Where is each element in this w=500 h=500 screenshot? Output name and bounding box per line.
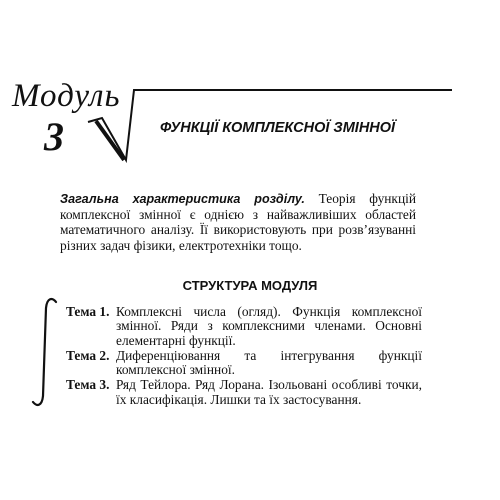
intro-paragraph (60, 191, 416, 253)
topic-item (66, 349, 422, 378)
integral-sign (30, 296, 60, 408)
intro-text: Теорія функцій комплексної змінної є однією з найважливіших областей математичного аналізу. Її використовують при розв’язуванні різних задач фізики, електротехніки тощо. (60, 191, 416, 253)
module-number: 3 (44, 114, 64, 159)
topic-text: Ряд Тейлора. Ряд Лорана. Ізольовані особливі точки, їх класифікація. Лишки та їх застосування. (116, 377, 422, 407)
module-header (0, 0, 500, 170)
topic-text: Диференціювання та інтегрування функції комплексної змінної. (116, 347, 422, 378)
topic-label: Тема 2. (66, 347, 110, 363)
topic-item (66, 378, 422, 407)
module-title: ФУНКЦІЇ КОМПЛЕКСНОЇ ЗМІННОЇ (160, 120, 396, 136)
topic-item (66, 305, 422, 348)
topic-label: Тема 3. (66, 377, 110, 393)
topic-label: Тема 1. (66, 304, 110, 319)
topic-text: Комплексні числа (огляд). Функція комплексної змінної. Ряди з комплексними членами. Основні елементарні функції. (116, 304, 422, 348)
radical-sign (0, 0, 500, 170)
structure-title: СТРУКТУРА МОДУЛЯ (182, 278, 318, 293)
intro-label: Загальна характеристика розділу. (60, 192, 305, 206)
module-word: Модуль (12, 78, 121, 114)
topic-list (66, 305, 422, 408)
